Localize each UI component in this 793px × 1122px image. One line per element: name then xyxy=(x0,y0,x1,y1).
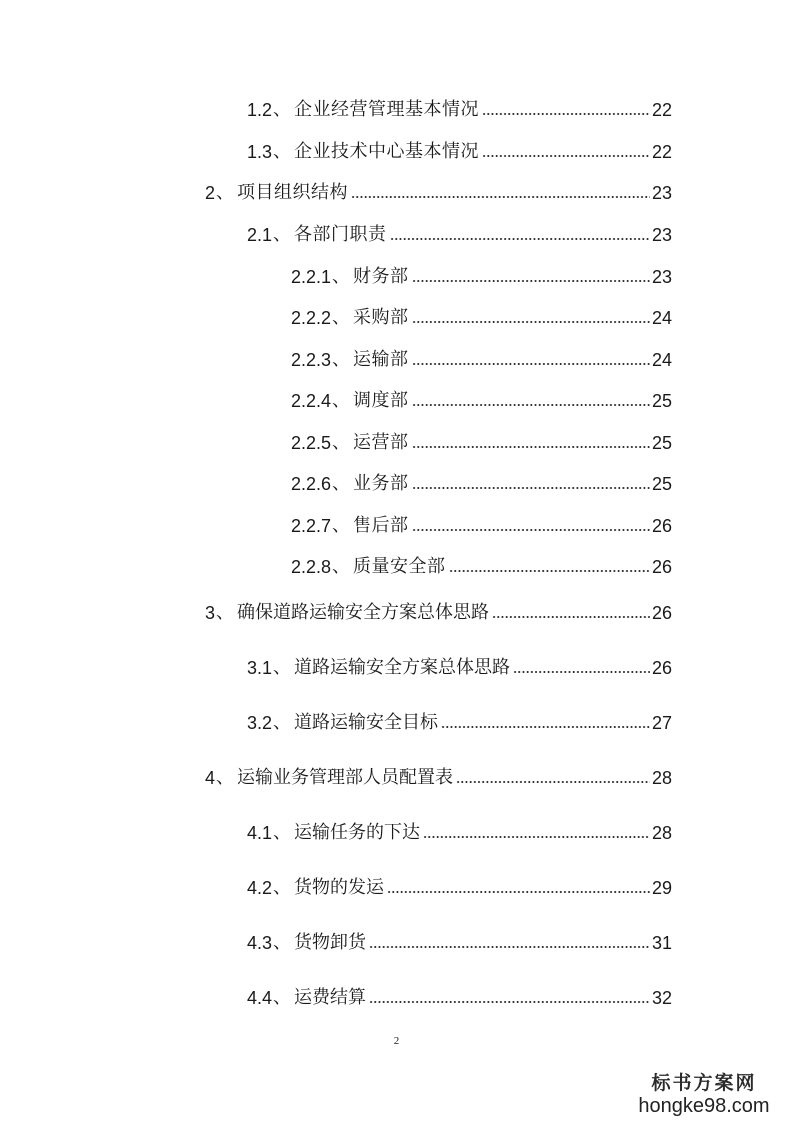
watermark xyxy=(629,1068,779,1118)
toc-entry-number: 2.2.4 xyxy=(291,391,332,411)
toc-entry-number: 2.2.3 xyxy=(291,350,332,370)
toc-entry-separator: 、 xyxy=(273,932,292,953)
toc-entry[interactable] xyxy=(291,428,672,454)
toc-entry-number: 4.2 xyxy=(247,878,273,898)
toc-entry-separator: 、 xyxy=(332,432,351,453)
toc-entry-separator: 、 xyxy=(332,556,351,577)
dot-leader xyxy=(412,444,650,450)
toc-entry[interactable] xyxy=(291,262,672,288)
toc-entry[interactable] xyxy=(291,511,672,537)
toc-entry[interactable] xyxy=(247,137,672,163)
toc-entry-number: 1.2 xyxy=(247,100,273,120)
toc-entry[interactable] xyxy=(247,873,672,899)
toc-entry[interactable] xyxy=(291,303,672,329)
toc-entry-number: 2.1 xyxy=(247,225,273,245)
toc-entry-title: 确保道路运输安全方案总体思路 xyxy=(237,602,490,623)
toc-entry-separator: 、 xyxy=(332,515,351,536)
toc-entry[interactable] xyxy=(291,386,672,412)
toc-entry-number: 2.2.8 xyxy=(291,557,332,577)
toc-entry-title: 道路运输安全方案总体思路 xyxy=(294,657,511,678)
toc-entry-number: 2.2.5 xyxy=(291,433,332,453)
toc-entry-title: 采购部 xyxy=(353,307,409,328)
toc-entry-title: 企业技术中心基本情况 xyxy=(294,141,480,162)
toc-entry-separator: 、 xyxy=(273,224,292,245)
toc-entry-title: 运费结算 xyxy=(294,987,367,1008)
toc-entry[interactable] xyxy=(291,552,672,578)
toc-entry-page: 25 xyxy=(651,433,672,453)
toc-entry-number: 2 xyxy=(205,183,216,203)
toc-entry-page: 25 xyxy=(651,391,672,411)
toc-entry-page: 27 xyxy=(651,713,672,733)
toc-entry[interactable] xyxy=(205,178,672,204)
dot-leader xyxy=(369,999,650,1005)
watermark-site-name: 标书方案网 xyxy=(651,1072,757,1094)
toc-entry-title: 业务部 xyxy=(353,473,409,494)
toc-entry-page: 28 xyxy=(651,768,672,788)
toc-entry-separator: 、 xyxy=(332,349,351,370)
toc-entry-page: 23 xyxy=(651,183,672,203)
page-number: 2 xyxy=(393,1035,400,1047)
dot-leader xyxy=(492,614,650,620)
toc-entry-title: 企业经营管理基本情况 xyxy=(294,99,480,120)
toc-entry-title: 运营部 xyxy=(353,432,409,453)
toc-entry-separator: 、 xyxy=(273,877,292,898)
toc-entry-separator: 、 xyxy=(273,657,292,678)
toc-entry-number: 4.3 xyxy=(247,933,273,953)
dot-leader xyxy=(412,319,650,325)
toc-entry-separator: 、 xyxy=(216,767,235,788)
watermark-url: hongke98.com xyxy=(638,1095,770,1117)
dot-leader xyxy=(412,361,650,367)
toc-entry-number: 3 xyxy=(205,603,216,623)
toc-entry-page: 29 xyxy=(651,878,672,898)
toc-entry-separator: 、 xyxy=(273,99,292,120)
toc-entry-number: 1.3 xyxy=(247,142,273,162)
dot-leader xyxy=(456,779,650,785)
toc-entry-page: 22 xyxy=(651,142,672,162)
toc-entry-page: 22 xyxy=(651,100,672,120)
dot-leader xyxy=(449,568,650,574)
toc-entry-title: 质量安全部 xyxy=(353,556,446,577)
toc-entry[interactable] xyxy=(247,220,672,246)
toc-entry-page: 26 xyxy=(651,557,672,577)
dot-leader xyxy=(482,153,650,159)
toc-entry-page: 26 xyxy=(651,516,672,536)
toc-entry-separator: 、 xyxy=(273,712,292,733)
toc-entry-title: 财务部 xyxy=(353,266,409,287)
dot-leader xyxy=(351,194,650,200)
toc-entry[interactable] xyxy=(205,763,672,789)
dot-leader xyxy=(387,889,650,895)
toc-entry-separator: 、 xyxy=(216,602,235,623)
toc-entry-separator: 、 xyxy=(332,266,351,287)
dot-leader xyxy=(390,236,650,242)
toc-entry[interactable] xyxy=(291,345,672,371)
toc-entry-page: 31 xyxy=(651,933,672,953)
toc-entry-separator: 、 xyxy=(273,987,292,1008)
dot-leader xyxy=(412,402,650,408)
toc-entry[interactable] xyxy=(247,983,672,1009)
toc-entry-title: 运输部 xyxy=(353,349,409,370)
toc-entry-title: 售后部 xyxy=(353,515,409,536)
toc-entry-page: 26 xyxy=(651,658,672,678)
dot-leader xyxy=(412,278,650,284)
toc-entry-separator: 、 xyxy=(332,307,351,328)
toc-entry-page: 28 xyxy=(651,823,672,843)
toc-entry-title: 运输任务的下达 xyxy=(294,822,421,843)
toc-entry-separator: 、 xyxy=(332,390,351,411)
toc-entry-title: 各部门职责 xyxy=(294,224,387,245)
toc-entry-number: 2.2.1 xyxy=(291,267,332,287)
toc-entry-page: 24 xyxy=(651,350,672,370)
toc-entry-page: 23 xyxy=(651,225,672,245)
toc-entry[interactable] xyxy=(247,653,672,679)
toc-entry-page: 23 xyxy=(651,267,672,287)
toc-entry-page: 24 xyxy=(651,308,672,328)
toc-entry-title: 运输业务管理部人员配置表 xyxy=(237,767,454,788)
dot-leader xyxy=(412,485,650,491)
toc-entry[interactable] xyxy=(247,95,672,121)
dot-leader xyxy=(423,834,650,840)
toc-entry-title: 道路运输安全目标 xyxy=(294,712,439,733)
toc-entry-number: 2.2.6 xyxy=(291,474,332,494)
dot-leader xyxy=(412,527,650,533)
toc-entry-page: 32 xyxy=(651,988,672,1008)
toc-entry-number: 4.1 xyxy=(247,823,273,843)
toc-entry-number: 3.2 xyxy=(247,713,273,733)
toc-entry-title: 货物的发运 xyxy=(294,877,385,898)
toc-entry-separator: 、 xyxy=(273,822,292,843)
toc-entry-number: 4 xyxy=(205,768,216,788)
toc-entry-number: 2.2.2 xyxy=(291,308,332,328)
toc-entry-title: 项目组织结构 xyxy=(237,182,349,203)
dot-leader xyxy=(482,111,650,117)
toc-entry-title: 调度部 xyxy=(353,390,409,411)
toc-entry-separator: 、 xyxy=(332,473,351,494)
toc-entry-separator: 、 xyxy=(216,182,235,203)
dot-leader xyxy=(513,669,650,675)
toc-entry[interactable] xyxy=(247,708,672,734)
toc-entry-title: 货物卸货 xyxy=(294,932,367,953)
toc-entry[interactable] xyxy=(205,598,672,624)
toc-entry-number: 4.4 xyxy=(247,988,273,1008)
toc-entry[interactable] xyxy=(247,818,672,844)
toc-entry-separator: 、 xyxy=(273,141,292,162)
toc-entry-page: 26 xyxy=(651,603,672,623)
toc-entry[interactable] xyxy=(247,928,672,954)
dot-leader xyxy=(441,724,650,730)
toc-entry-page: 25 xyxy=(651,474,672,494)
toc-entry[interactable] xyxy=(291,469,672,495)
dot-leader xyxy=(369,944,650,950)
toc-entry-number: 3.1 xyxy=(247,658,273,678)
toc-entry-number: 2.2.7 xyxy=(291,516,332,536)
